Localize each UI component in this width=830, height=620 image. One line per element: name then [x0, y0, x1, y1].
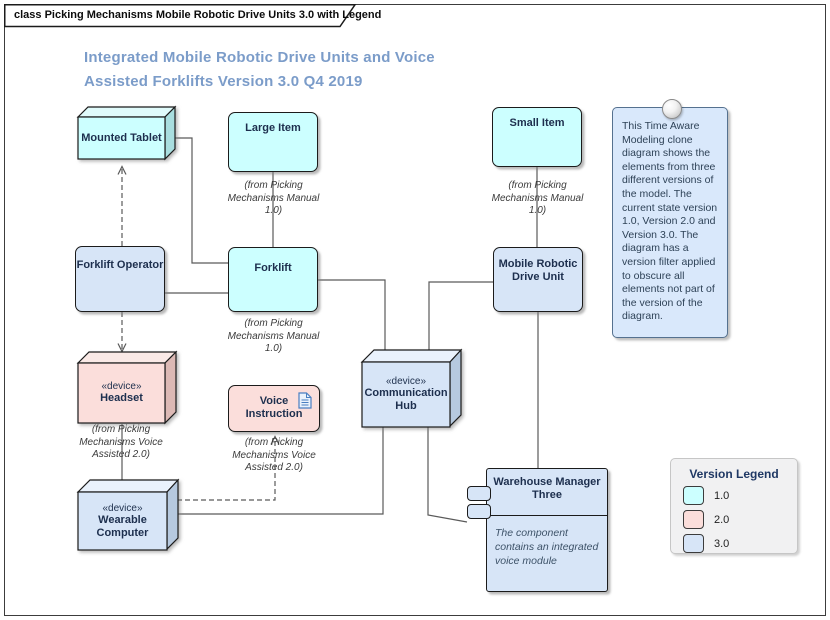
node-wearable-computer[interactable] [78, 480, 179, 550]
box-side-face [167, 480, 178, 549]
node-small-item[interactable] [492, 107, 582, 167]
legend-swatch-2.0 [683, 510, 704, 529]
small-item-source: (from Picking Mechanisms Manual 1.0) [491, 180, 584, 216]
forklift-source: (from Picking Mechanisms Manual 1.0) [227, 318, 320, 354]
legend-row-2 [683, 510, 797, 529]
legend-row-1 [683, 486, 797, 505]
legend-row-3 [683, 534, 797, 553]
legend-swatch-3.0 [683, 534, 704, 553]
mobile-robotic-drive-unit-label: Mobile Robotic Drive Unit [498, 258, 578, 283]
node-voice-instruction[interactable] [228, 385, 320, 432]
box-top-face [78, 352, 176, 363]
node-mounted-tablet[interactable] [78, 107, 176, 160]
box-side-face [165, 352, 176, 423]
legend-label-3.0: 3.0 [714, 537, 730, 550]
headset-label: «device» Headset [100, 381, 143, 404]
box-top-face [362, 350, 461, 362]
version-legend[interactable] [670, 458, 798, 554]
voice-instruction-label: Voice Instruction [245, 395, 303, 420]
note-text: This Time Aware Modeling clone diagram shows the elements from three different versions of the model. The current state version 1.0, Version 2.0 and Version 3.0. The diagram has a version filter applied to obscure all elements not part of the version of the diagram. [622, 120, 718, 323]
node-communication-hub[interactable] [362, 350, 462, 427]
connector-communication-hub-warehouse-manager[interactable] [428, 427, 467, 522]
version-legend-title: Version Legend [689, 467, 779, 481]
diagram-title-line2: Assisted Forklifts Version 3.0 Q4 2019 [84, 73, 363, 90]
connector-mounted-tablet-forklift[interactable] [175, 138, 228, 263]
legend-label-2.0: 2.0 [714, 513, 730, 526]
box-top-face [78, 480, 178, 492]
forklift-label: Forklift [254, 262, 292, 274]
node-large-item[interactable] [228, 112, 318, 172]
headset-source: (from Picking Mechanisms Voice Assisted 2.0) [79, 424, 163, 460]
mounted-tablet-label: Mounted Tablet [81, 131, 162, 144]
node-headset[interactable] [78, 352, 177, 424]
box-top-face [78, 107, 175, 117]
forklift-operator-label: Forklift Operator [76, 259, 164, 271]
warehouse-manager-body: The component contains an integrated voice module [495, 527, 599, 567]
large-item-source: (from Picking Mechanisms Manual 1.0) [227, 180, 320, 216]
node-mobile-robotic-drive-unit[interactable] [493, 247, 583, 312]
note-pin-icon [662, 99, 682, 119]
diagram-title-line1: Integrated Mobile Robotic Drive Units and Voice [84, 49, 435, 66]
diagram-tab-label: class Picking Mechanisms Mobile Robotic Drive Units 3.0 with Legend [14, 9, 382, 21]
small-item-label: Small Item [509, 117, 565, 129]
node-warehouse-manager-three[interactable] [486, 468, 608, 592]
node-forklift-operator[interactable] [75, 246, 165, 312]
large-item-label: Large Item [245, 122, 301, 134]
document-icon [298, 392, 312, 409]
note-time-aware-modeling[interactable] [612, 107, 728, 338]
box-side-face [165, 107, 175, 159]
warehouse-manager-title: Warehouse Manager Three [487, 469, 607, 516]
legend-label-1.0: 1.0 [714, 489, 730, 502]
component-port-top[interactable] [467, 486, 491, 501]
node-forklift[interactable] [228, 247, 318, 312]
box-side-face [450, 350, 461, 426]
legend-swatch-1.0 [683, 486, 704, 505]
communication-hub-label: «device» Communication Hub [364, 376, 448, 412]
component-port-bottom[interactable] [467, 504, 491, 519]
wearable-computer-label: «device» Wearable Computer [96, 502, 149, 539]
voice-instruction-source: (from Picking Mechanisms Voice Assisted 2.0) [232, 437, 316, 473]
